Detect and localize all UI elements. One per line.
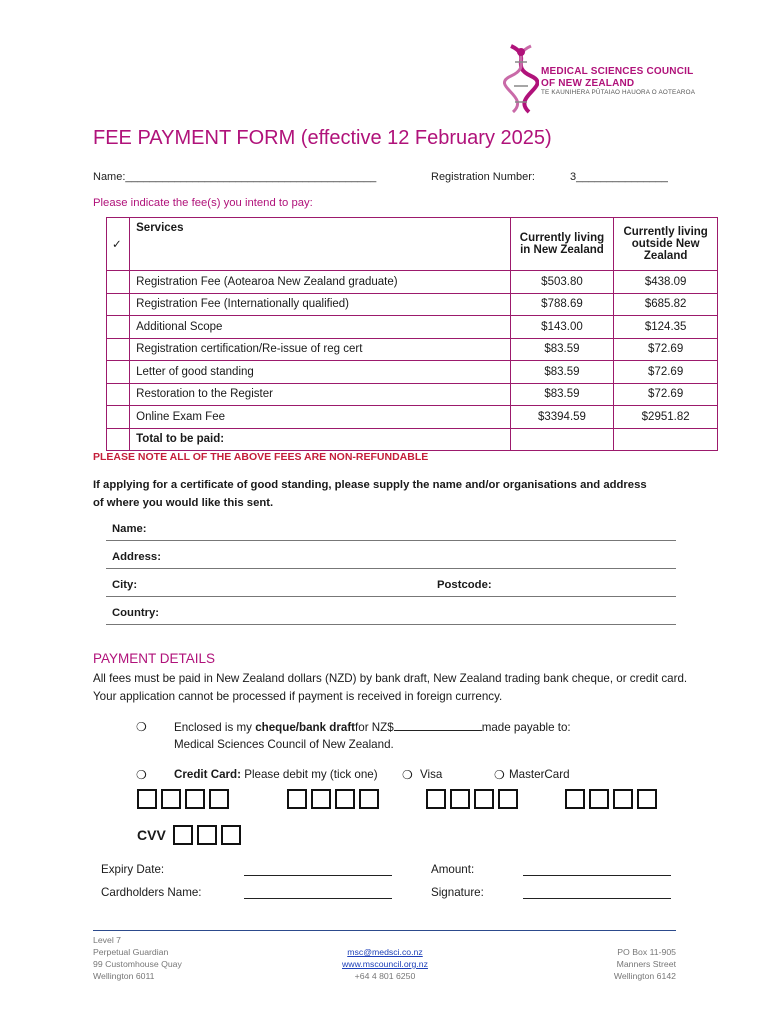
overseas-header: Currently living outside New Zealand xyxy=(614,218,718,271)
card-digit-box[interactable] xyxy=(613,789,633,809)
table-row[interactable] xyxy=(107,383,718,406)
logo-line-1: MEDICAL SCIENCES COUNCIL xyxy=(541,66,694,77)
footer-website-link[interactable]: www.mscouncil.org.nz xyxy=(342,959,428,969)
table-row[interactable] xyxy=(107,406,718,429)
card-number-group-1[interactable] xyxy=(137,789,229,809)
card-digit-box[interactable] xyxy=(637,789,657,809)
card-digit-box[interactable] xyxy=(565,789,585,809)
card-digit-box[interactable] xyxy=(450,789,470,809)
check-column-header xyxy=(107,218,130,271)
logo-helix-icon xyxy=(503,42,539,118)
cheque-amount-field[interactable] xyxy=(394,720,482,731)
card-digit-box[interactable] xyxy=(426,789,446,809)
gs-city-field[interactable] xyxy=(106,573,676,597)
gs-address-label: Address: xyxy=(112,551,161,563)
cheque-payee: Medical Sciences Council of New Zealand. xyxy=(174,738,394,751)
name-line: _________________________________________ xyxy=(125,171,377,183)
gs-name-label: Name: xyxy=(112,523,147,535)
total-check-cell xyxy=(107,428,130,451)
nz-fee: $3394.59 xyxy=(510,406,614,429)
service-name: Registration Fee (Aotearoa New Zealand graduate) xyxy=(130,271,510,294)
nz-fee: $503.80 xyxy=(510,271,614,294)
fee-checkbox[interactable] xyxy=(107,293,130,316)
amount-field[interactable] xyxy=(523,875,671,876)
credit-option xyxy=(174,768,378,781)
gs-country-label: Country: xyxy=(112,607,160,619)
overseas-fee: $72.69 xyxy=(614,383,718,406)
applicant-name-field[interactable] xyxy=(93,171,376,183)
footer-left-line: Level 7 xyxy=(93,935,122,945)
fee-table xyxy=(106,217,718,451)
fee-checkbox[interactable] xyxy=(107,316,130,339)
gs-country-field[interactable] xyxy=(106,601,676,625)
footer-contact xyxy=(285,946,485,982)
nz-fee: $83.59 xyxy=(510,338,614,361)
credit-bold: Credit Card: xyxy=(174,768,241,781)
footer-right-line: Manners Street xyxy=(616,959,676,969)
cvv-digit-box[interactable] xyxy=(173,825,193,845)
card-number-group-3[interactable] xyxy=(426,789,518,809)
fee-checkbox[interactable] xyxy=(107,271,130,294)
registration-number-field[interactable]: 3_______________ xyxy=(570,171,668,183)
footer-divider xyxy=(93,930,676,931)
table-row[interactable] xyxy=(107,293,718,316)
nz-header: Currently living in New Zealand xyxy=(510,218,614,271)
expiry-label: Expiry Date: xyxy=(101,863,165,876)
card-number-group-4[interactable] xyxy=(565,789,657,809)
footer-right-line: PO Box 11-905 xyxy=(617,947,676,957)
service-name: Registration certification/Re-issue of reg cert xyxy=(130,338,510,361)
card-digit-box[interactable] xyxy=(311,789,331,809)
check-icon: ✓ xyxy=(112,239,122,251)
expiry-field[interactable] xyxy=(244,875,392,876)
nz-fee: $83.59 xyxy=(510,361,614,384)
mastercard-radio-icon[interactable]: ❍ xyxy=(494,768,505,782)
card-digit-box[interactable] xyxy=(161,789,181,809)
table-row[interactable] xyxy=(107,361,718,384)
table-row[interactable] xyxy=(107,316,718,339)
card-digit-box[interactable] xyxy=(589,789,609,809)
visa-radio-icon[interactable]: ❍ xyxy=(402,768,413,782)
signature-field[interactable] xyxy=(523,898,671,899)
overseas-fee: $72.69 xyxy=(614,338,718,361)
services-header: Services xyxy=(130,218,510,271)
overseas-fee: $685.82 xyxy=(614,293,718,316)
table-row[interactable] xyxy=(107,338,718,361)
visa-label: Visa xyxy=(420,768,443,781)
total-overseas-field[interactable] xyxy=(614,428,718,451)
fee-checkbox[interactable] xyxy=(107,383,130,406)
nz-fee: $83.59 xyxy=(510,383,614,406)
card-digit-box[interactable] xyxy=(185,789,205,809)
footer-left-line: 99 Customhouse Quay xyxy=(93,959,182,969)
logo-line-2: OF NEW ZEALAND xyxy=(541,78,635,89)
registration-number-label: Registration Number: xyxy=(431,171,535,183)
overseas-fee: $72.69 xyxy=(614,361,718,384)
footer-left-line: Wellington 6011 xyxy=(93,971,155,981)
credit-radio-icon[interactable]: ❍ xyxy=(136,768,147,782)
footer-phone: +64 4 801 6250 xyxy=(354,971,416,981)
nz-fee: $788.69 xyxy=(510,293,614,316)
fee-checkbox[interactable] xyxy=(107,406,130,429)
cvv-digit-box[interactable] xyxy=(197,825,217,845)
card-digit-box[interactable] xyxy=(359,789,379,809)
gs-postcode-label: Postcode: xyxy=(437,579,492,591)
service-name: Additional Scope xyxy=(130,316,510,339)
gs-address-field[interactable] xyxy=(106,545,676,569)
cvv-boxes[interactable] xyxy=(173,825,241,845)
card-digit-box[interactable] xyxy=(287,789,307,809)
card-digit-box[interactable] xyxy=(335,789,355,809)
gs-city-label: City: xyxy=(112,579,138,591)
gs-name-field[interactable] xyxy=(106,517,676,541)
total-label: Total to be paid: xyxy=(130,428,510,451)
cheque-mid: for NZ$ xyxy=(355,721,394,734)
name-label: Name: xyxy=(93,171,126,183)
service-name: Registration Fee (Internationally qualified) xyxy=(130,293,510,316)
cardholder-label: Cardholders Name: xyxy=(101,886,202,899)
footer-left-line: Perpetual Guardian xyxy=(93,947,169,957)
cvv-label: CVV xyxy=(137,827,166,843)
fee-checkbox[interactable] xyxy=(107,361,130,384)
service-name: Online Exam Fee xyxy=(130,406,510,429)
page-title: FEE PAYMENT FORM (effective 12 February 2025) xyxy=(93,127,552,149)
mastercard-label: MasterCard xyxy=(509,768,570,781)
card-digit-box[interactable] xyxy=(474,789,494,809)
card-number-group-2[interactable] xyxy=(287,789,379,809)
overseas-fee: $124.35 xyxy=(614,316,718,339)
payment-heading: PAYMENT DETAILS xyxy=(93,651,216,666)
good-standing-note: If applying for a certificate of good standing, please supply the name and/or organisations and address of where you would like this sent. xyxy=(93,479,647,509)
logo-line-3: TE KAUNIHERA PŪTAIAO HAUORA O AOTEAROA xyxy=(541,89,696,96)
cheque-bold: cheque/bank draft xyxy=(255,721,356,734)
card-digit-box[interactable] xyxy=(498,789,518,809)
overseas-fee: $438.09 xyxy=(614,271,718,294)
service-name: Letter of good standing xyxy=(130,361,510,384)
service-name: Restoration to the Register xyxy=(130,383,510,406)
signature-label: Signature: xyxy=(431,886,484,899)
footer-address-left xyxy=(93,934,182,982)
cardholder-field[interactable] xyxy=(244,898,392,899)
footer-email-link[interactable]: msc@medsci.co.nz xyxy=(347,947,423,957)
footer-address-right xyxy=(526,946,676,982)
fee-checkbox[interactable] xyxy=(107,338,130,361)
cheque-post: made payable to: xyxy=(481,721,571,734)
cheque-pre: Enclosed is my xyxy=(174,721,256,734)
table-row[interactable] xyxy=(107,271,718,294)
non-refundable-warning: PLEASE NOTE ALL OF THE ABOVE FEES ARE NON-REFUNDABLE xyxy=(93,451,429,463)
nz-fee: $143.00 xyxy=(510,316,614,339)
credit-text: Please debit my (tick one) xyxy=(241,768,378,781)
card-digit-box[interactable] xyxy=(209,789,229,809)
total-row xyxy=(107,428,718,451)
card-digit-box[interactable] xyxy=(137,789,157,809)
table-header-row xyxy=(107,218,718,271)
cheque-radio-icon[interactable]: ❍ xyxy=(136,720,147,734)
cvv-digit-box[interactable] xyxy=(221,825,241,845)
overseas-fee: $2951.82 xyxy=(614,406,718,429)
footer-right-line: Wellington 6142 xyxy=(613,971,676,981)
amount-label: Amount: xyxy=(431,863,475,876)
cheque-option xyxy=(174,720,571,734)
fee-instruction: Please indicate the fee(s) you intend to pay: xyxy=(93,197,313,209)
total-nz-field[interactable] xyxy=(510,428,614,451)
payment-info-text: All fees must be paid in New Zealand dollars (NZD) by bank draft, New Zealand trading bank cheque, or credit card. Your application cannot be processed if payment is received in foreign currency. xyxy=(93,672,688,703)
